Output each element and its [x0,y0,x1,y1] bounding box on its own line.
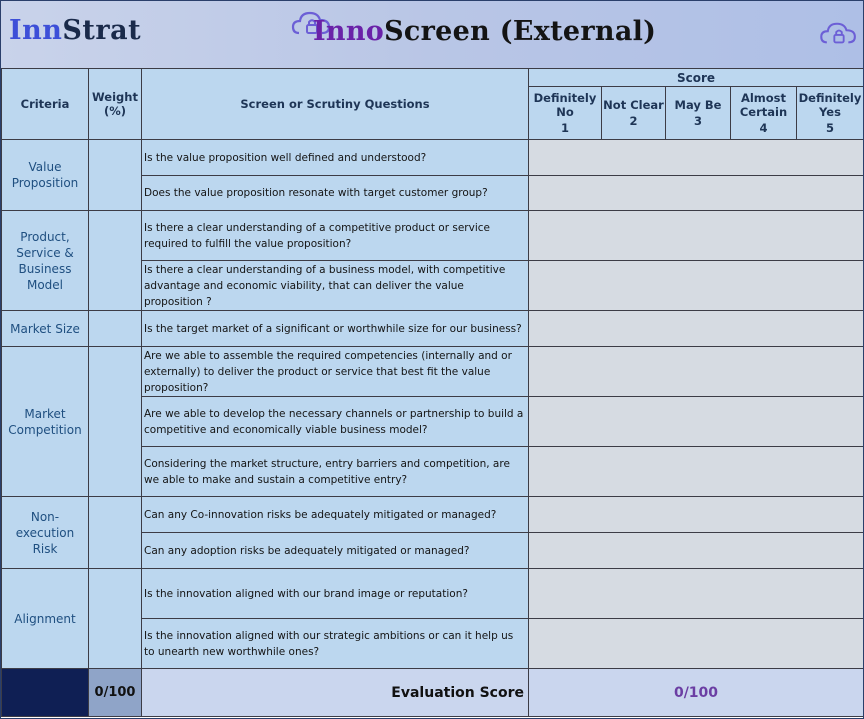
page-title [313,16,656,47]
score-option-4: Almost Certain 4 [731,87,797,140]
title-part1: Inno [313,16,385,47]
question-cell: Does the value proposition resonate with target customer group? [142,176,529,211]
weight-cell[interactable] [89,347,142,497]
question-cell: Are we able to develop the necessary channels or partnership to build a competitive and economically viable business model? [142,397,529,447]
question-cell: Is there a clear understanding of a business model, with competitive advantage and economic viability, that can deliver the value proposition ? [142,261,529,311]
question-cell: Can any adoption risks be adequately mitigated or managed? [142,533,529,569]
weight-cell[interactable] [89,311,142,347]
score-cell[interactable] [529,140,864,176]
evaluation-score-value: 0/100 [529,669,864,717]
score-cell[interactable] [529,311,864,347]
score-cell[interactable] [529,569,864,619]
question-cell: Considering the market structure, entry barriers and competition, are we able to make and sustain a competitive entry? [142,447,529,497]
question-cell: Is the value proposition well defined and understood? [142,140,529,176]
header-bar [1,1,863,68]
brand-logo [9,15,141,46]
weight-cell[interactable] [89,140,142,211]
question-cell: Is the innovation aligned with our strategic ambitions or can it help us to unearth new worthwhile ones? [142,619,529,669]
weight-cell[interactable] [89,497,142,569]
score-option-5: Definitely Yes 5 [797,87,864,140]
score-option-3: May Be 3 [666,87,731,140]
brand-part1: Inn [9,15,63,46]
score-header: Score [529,69,864,87]
score-cell[interactable] [529,533,864,569]
score-cell[interactable] [529,397,864,447]
score-cell[interactable] [529,211,864,261]
criterion-market-size: Market Size [2,311,89,347]
question-cell: Is there a clear understanding of a competitive product or service required to fulfill the value proposition? [142,211,529,261]
score-option-2: Not Clear 2 [602,87,666,140]
criterion-alignment: Alignment [2,569,89,669]
score-cell[interactable] [529,497,864,533]
criterion-non-execution-risk: Non-execution Risk [2,497,89,569]
weight-header: Weight (%) [89,69,142,140]
question-cell: Is the innovation aligned with our brand image or reputation? [142,569,529,619]
footer-block [2,669,89,717]
evaluation-score-label: Evaluation Score [142,669,529,717]
weight-cell[interactable] [89,569,142,669]
questions-header: Screen or Scrutiny Questions [142,69,529,140]
question-cell: Are we able to assemble the required competencies (internally and or externally) to deliver the product or service that best fit the value proposition? [142,347,529,397]
question-cell: Can any Co-innovation risks be adequately mitigated or managed? [142,497,529,533]
score-cell[interactable] [529,176,864,211]
criterion-value-proposition: Value Proposition [2,140,89,211]
criteria-header: Criteria [2,69,89,140]
screening-table [1,68,864,717]
criterion-market-competition: Market Competition [2,347,89,497]
score-cell[interactable] [529,347,864,397]
score-cell[interactable] [529,447,864,497]
question-cell: Is the target market of a significant or worthwhile size for our business? [142,311,529,347]
weight-total: 0/100 [89,669,142,717]
cloud-lock-icon [819,20,859,48]
score-cell[interactable] [529,261,864,311]
weight-cell[interactable] [89,211,142,311]
criterion-product-service-business-model: Product, Service & Business Model [2,211,89,311]
score-cell[interactable] [529,619,864,669]
title-part2: Screen (External) [384,16,657,47]
brand-part2: Strat [62,15,142,46]
score-option-1: Definitely No 1 [529,87,602,140]
